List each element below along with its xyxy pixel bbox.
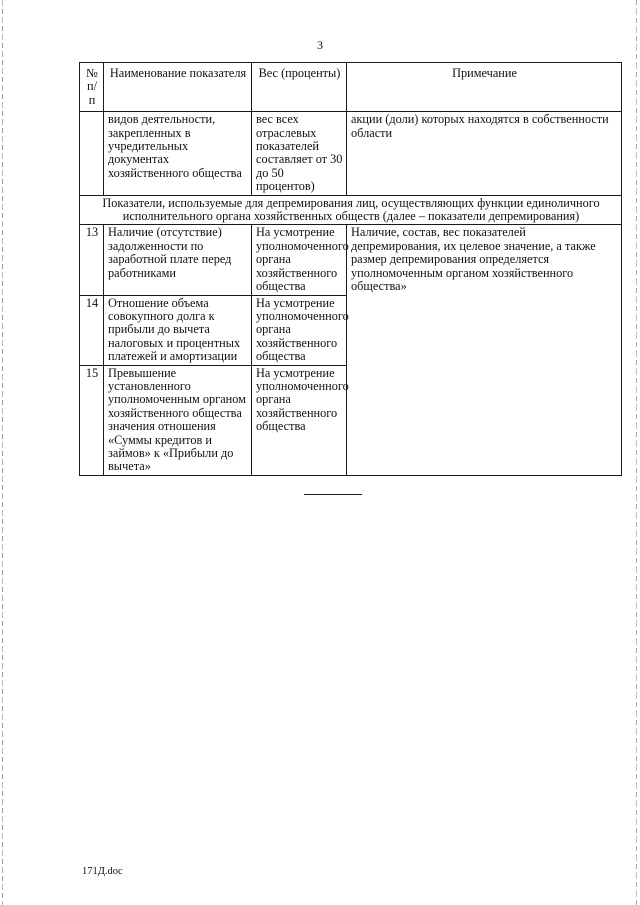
row-name: Наличие (отсутствие) задолженности по заработной плате перед работниками (104, 225, 252, 295)
row-name: Отношение объема совокупного долга к прибыли до вычета налоговых и процентных платежей и амортизации (104, 295, 252, 365)
continuation-num (80, 112, 104, 195)
scan-edge-right (636, 0, 637, 905)
section-heading: Показатели, используемые для депремирования лиц, осуществляющих функции единоличного исполнительного органа хозяйственных обществ (далее – показатели депремирования) (80, 195, 622, 225)
continuation-row (80, 112, 622, 195)
row-num: 15 (80, 365, 104, 475)
section-heading-row (80, 195, 622, 225)
row-num: 14 (80, 295, 104, 365)
row-name: Превышение установленного уполномоченным органом хозяйственного общества значения отношения «Суммы кредитов и займов» к «Прибыли до вычета» (104, 365, 252, 475)
footer-filename: 171Д.doc (82, 866, 123, 877)
scan-edge-left (2, 0, 3, 905)
continuation-note: акции (доли) которых находятся в собственности области (347, 112, 622, 195)
row-weight: На усмотрение уполномоченного органа хозяйственного общества (252, 295, 347, 365)
merged-note: Наличие, состав, вес показателей депремирования, их целевое значение, а также размер депремирования определяется уполномоченным органом хозяйственного общества» (347, 225, 622, 475)
continuation-name: видов деятельности, закрепленных в учредительных документах хозяйственного общества (104, 112, 252, 195)
table-row (80, 225, 622, 295)
indicators-table (79, 62, 622, 476)
page-number: 3 (317, 38, 323, 52)
end-rule (304, 494, 362, 495)
row-num: 13 (80, 225, 104, 295)
header-num-text: № п/п (86, 66, 98, 107)
header-weight: Вес (проценты) (252, 63, 347, 112)
table-header-row (80, 63, 622, 112)
header-num (80, 63, 104, 112)
continuation-weight: вес всех отраслевых показателей составляет от 30 до 50 процентов) (252, 112, 347, 195)
row-weight: На усмотрение уполномоченного органа хозяйственного общества (252, 225, 347, 295)
header-name: Наименование показателя (104, 63, 252, 112)
row-weight: На усмотрение уполномоченного органа хозяйственного общества (252, 365, 347, 475)
header-note: Примечание (347, 63, 622, 112)
